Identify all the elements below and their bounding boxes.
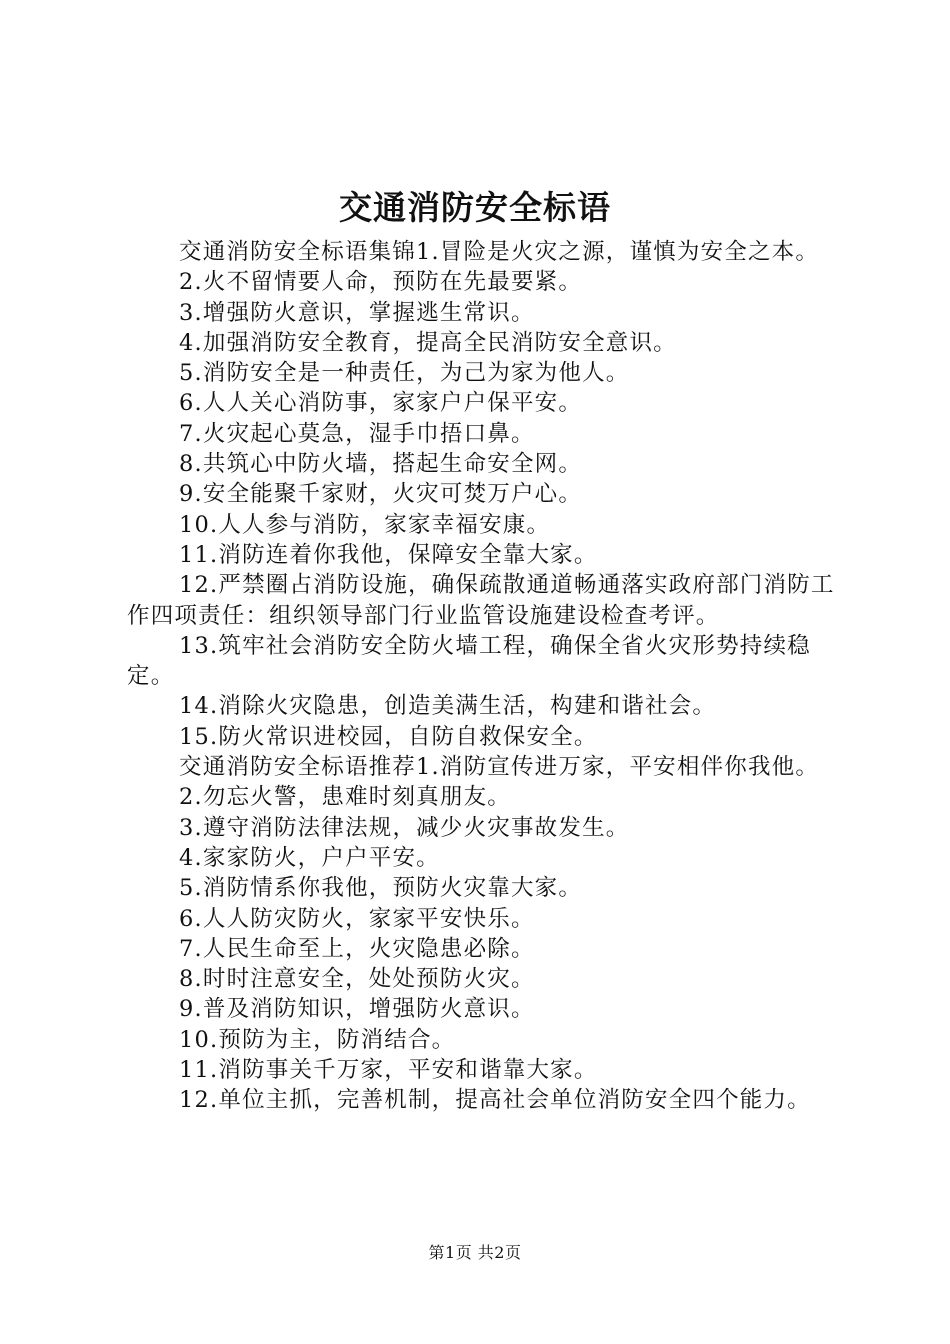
paragraph: 交通消防安全标语集锦1.冒险是火灾之源，谨慎为安全之本。 [179, 239, 820, 265]
paragraph: 11.消防事关千万家，平安和谐靠大家。 [179, 1057, 598, 1084]
document-body [127, 237, 835, 1116]
paragraph: 7.火灾起心莫急，湿手巾捂口鼻。 [179, 420, 535, 447]
document-title: 交通消防安全标语 [339, 188, 611, 227]
paragraph: 4.家家防火，户户平安。 [179, 844, 440, 871]
page-footer: 第1页 共2页 [428, 1243, 522, 1262]
paragraph: 12.严禁圈占消防设施，确保疏散通道畅通落实政府部门消防工作四项责任：组织领导部门行业监管设施建设检查考评。 [127, 572, 835, 629]
paragraph: 3.增强防火意识，掌握逃生常识。 [179, 299, 535, 326]
paragraph: 2.勿忘火警，患难时刻真朋友。 [179, 784, 511, 811]
paragraph: 9.普及消防知识，增强防火意识。 [179, 996, 535, 1023]
paragraph: 6.人人关心消防事，家家户户保平安。 [179, 390, 583, 417]
paragraph: 5.消防安全是一种责任，为己为家为他人。 [179, 360, 630, 387]
paragraph: 交通消防安全标语推荐1.消防宣传进万家，平安相伴你我他。 [179, 754, 820, 781]
paragraph: 12.单位主抓，完善机制，提高社会单位消防安全四个能力。 [179, 1087, 811, 1114]
paragraph: 8.共筑心中防火墙，搭起生命安全网。 [179, 451, 583, 478]
paragraph: 15.防火常识进校园，自防自救保安全。 [179, 723, 598, 750]
paragraph: 10.人人参与消防，家家幸福安康。 [179, 511, 551, 538]
paragraph: 11.消防连着你我他，保障安全靠大家。 [179, 541, 598, 568]
paragraph: 6.人人防灾防火，家家平安快乐。 [179, 905, 535, 932]
paragraph: 4.加强消防安全教育，提高全民消防安全意识。 [179, 329, 677, 356]
paragraph: 8.时时注意安全，处处预防火灾。 [179, 966, 535, 993]
paragraph: 7.人民生命至上，火灾隐患必除。 [179, 935, 535, 962]
paragraph: 3.遵守消防法律法规，减少火灾事故发生。 [179, 814, 630, 841]
paragraph: 2.火不留情要人命，预防在先最要紧。 [179, 269, 583, 296]
paragraph: 10.预防为主，防消结合。 [179, 1026, 456, 1053]
paragraph: 13.筑牢社会消防安全防火墙工程，确保全省火灾形势持续稳定。 [127, 632, 811, 690]
paragraph: 9.安全能聚千家财，火灾可焚万户心。 [179, 481, 583, 508]
paragraph: 5.消防情系你我他，预防火灾靠大家。 [179, 875, 583, 902]
paragraph: 14.消除火灾隐患，创造美满生活，构建和谐社会。 [179, 693, 717, 720]
